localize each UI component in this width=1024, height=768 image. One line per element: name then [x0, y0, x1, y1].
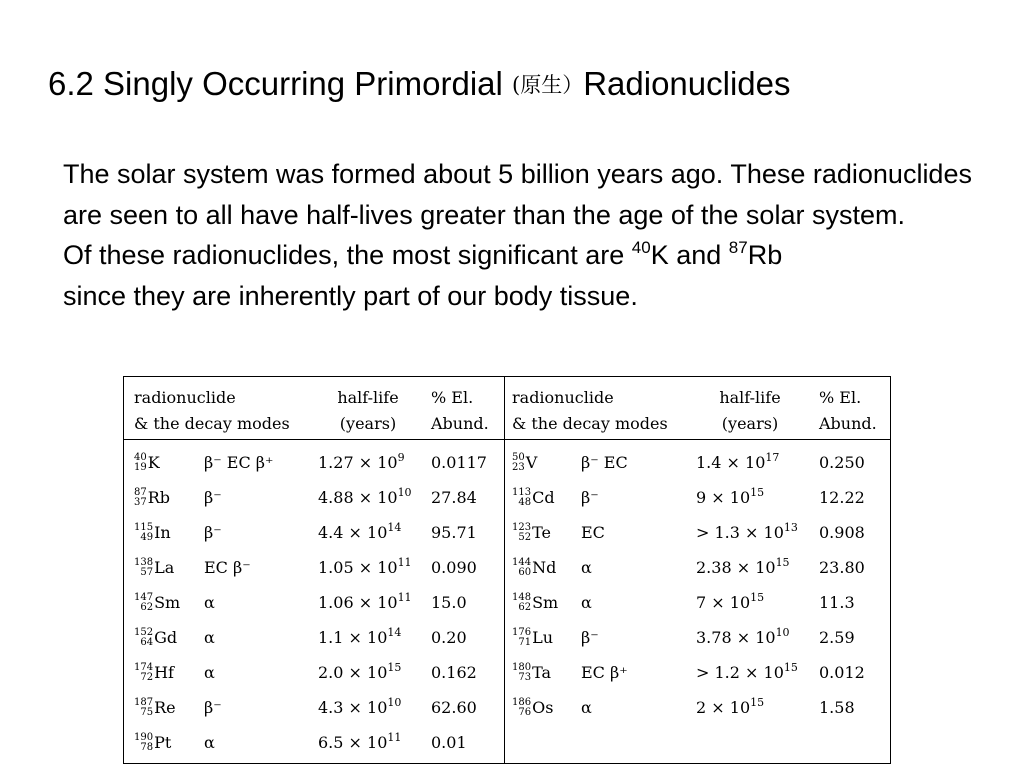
half-life-exponent: 13: [783, 521, 798, 534]
nuclide-numbers: [512, 628, 531, 648]
half-life-value: [696, 690, 764, 725]
times-ten: × 10: [731, 558, 776, 577]
header-abundance: % El. Abund.: [819, 388, 877, 433]
mass-number: 180: [512, 661, 532, 673]
nuclide-numbers: [512, 558, 531, 578]
table-row: [124, 585, 504, 620]
mass-number: 148: [512, 591, 532, 603]
nuclide-numbers: [512, 453, 525, 473]
atomic-number: 48: [518, 496, 532, 508]
nuclide-cell: [512, 445, 537, 480]
abundance-value: 0.012: [819, 663, 865, 682]
element-symbol: Sm: [532, 593, 559, 612]
table-row: [124, 480, 504, 515]
slide-title: [48, 62, 791, 107]
header-radionuclide: radionuclide & the decay modes: [512, 388, 668, 433]
half-life-value: [696, 585, 764, 620]
half-life-value: [318, 655, 401, 690]
abundance-value: 0.0117: [431, 453, 487, 472]
table-row: [505, 690, 890, 725]
nuclide-numbers: [134, 523, 153, 543]
half-life-mantissa: 1.1: [318, 628, 344, 647]
nuclide-cell: [134, 620, 177, 655]
mass-number: 190: [134, 731, 154, 743]
decay-mode: α: [204, 733, 215, 752]
k-symbol: K: [650, 240, 669, 270]
times-ten: × 10: [343, 663, 388, 682]
element-symbol: Re: [154, 698, 176, 717]
atomic-number: 75: [140, 706, 154, 718]
times-ten: × 10: [731, 628, 776, 647]
table-row: [124, 515, 504, 550]
half-life-exponent: 10: [387, 696, 402, 709]
times-ten: × 10: [353, 453, 398, 472]
atomic-number: 23: [512, 461, 525, 473]
abundance-value: 27.84: [431, 488, 477, 507]
nuclide-numbers: [134, 733, 153, 753]
times-ten: × 10: [343, 628, 388, 647]
decay-mode: α: [581, 593, 592, 612]
times-ten: × 10: [739, 663, 784, 682]
nuclide-cell: [134, 515, 171, 550]
nuclide-numbers: [134, 663, 153, 683]
times-ten: × 10: [343, 698, 388, 717]
nuclide-numbers: [134, 698, 153, 718]
half-life-value: [318, 725, 401, 760]
table-row: [124, 550, 504, 585]
element-symbol: Cd: [532, 488, 555, 507]
decay-mode: β⁻: [581, 488, 599, 507]
title-main: 6.2 Singly Occurring Primordial: [48, 65, 512, 102]
half-life-exponent: 14: [387, 521, 402, 534]
nuclide-numbers: [134, 453, 147, 473]
atomic-number: 49: [140, 531, 154, 543]
half-life-mantissa: 1.4: [696, 453, 722, 472]
half-life-exponent: 10: [775, 626, 790, 639]
element-symbol: Gd: [154, 628, 178, 647]
header-radionuclide: radionuclide & the decay modes: [134, 388, 290, 433]
abundance-value: 23.80: [819, 558, 865, 577]
rb-mass-number: 87: [728, 238, 748, 257]
element-symbol: Os: [532, 698, 554, 717]
atomic-number: 64: [140, 636, 154, 648]
atomic-number: 62: [518, 601, 532, 613]
half-life-mantissa: 4.3: [318, 698, 344, 717]
half-life-exponent: 15: [387, 661, 402, 674]
nuclide-cell: [134, 725, 171, 760]
times-ten: × 10: [706, 488, 751, 507]
rb-symbol: Rb: [747, 240, 783, 270]
half-life-exponent: 17: [765, 451, 780, 464]
paragraph-significant-start: Of these radionuclides, the most significant are: [63, 240, 632, 270]
half-life-prefix: >: [696, 523, 715, 542]
half-life-mantissa: 2.38: [696, 558, 732, 577]
abundance-value: 0.162: [431, 663, 477, 682]
mass-number: 87: [134, 486, 147, 498]
mass-number: 40: [134, 451, 147, 463]
element-symbol: La: [154, 558, 175, 577]
table-row: [505, 585, 890, 620]
mass-number: 50: [512, 451, 525, 463]
abundance-value: 95.71: [431, 523, 477, 542]
nuclide-cell: [512, 620, 553, 655]
paragraph-significant-end: since they are inherently part of our body tissue.: [63, 280, 638, 311]
nuclide-numbers: [134, 628, 153, 648]
decay-mode: α: [581, 558, 592, 577]
element-symbol: V: [525, 453, 538, 472]
times-ten: × 10: [706, 593, 751, 612]
nuclide-cell: [512, 480, 555, 515]
mass-number: 138: [134, 556, 154, 568]
decay-mode: α: [204, 593, 215, 612]
abundance-value: 2.59: [819, 628, 855, 647]
atomic-number: 52: [518, 531, 532, 543]
nuclide-cell: [512, 515, 551, 550]
half-life-value: [318, 620, 401, 655]
times-ten: × 10: [739, 523, 784, 542]
half-life-mantissa: 9: [696, 488, 707, 507]
body-text: [63, 154, 1013, 316]
abundance-value: 15.0: [431, 593, 467, 612]
half-life-value: [318, 690, 401, 725]
decay-mode: β⁻ EC: [581, 453, 628, 472]
times-ten: × 10: [706, 698, 751, 717]
atomic-number: 78: [140, 741, 154, 753]
half-life-mantissa: 3.78: [696, 628, 732, 647]
half-life-exponent: 15: [750, 696, 765, 709]
half-life-mantissa: 7: [696, 593, 707, 612]
decay-mode: α: [204, 628, 215, 647]
nuclide-numbers: [512, 523, 531, 543]
decay-mode: α: [204, 663, 215, 682]
half-life-exponent: 9: [397, 451, 405, 464]
half-life-mantissa: 6.5: [318, 733, 344, 752]
abundance-value: 11.3: [819, 593, 855, 612]
table-row: [505, 620, 890, 655]
nuclide-numbers: [512, 698, 531, 718]
element-symbol: Lu: [532, 628, 554, 647]
mass-number: 174: [134, 661, 154, 673]
decay-mode: EC β⁺: [581, 663, 628, 682]
decay-mode: α: [581, 698, 592, 717]
half-life-value: [696, 445, 779, 480]
mass-number: 186: [512, 696, 532, 708]
atomic-number: 76: [518, 706, 532, 718]
half-life-mantissa: 4.88: [318, 488, 354, 507]
half-life-mantissa: 1.3: [714, 523, 740, 542]
times-ten: × 10: [343, 733, 388, 752]
table-row: [505, 445, 890, 480]
half-life-exponent: 15: [783, 661, 798, 674]
table-row: [124, 655, 504, 690]
times-ten: × 10: [353, 488, 398, 507]
half-life-value: [318, 585, 412, 620]
atomic-number: 72: [140, 671, 154, 683]
half-life-mantissa: 1.27: [318, 453, 354, 472]
nuclide-cell: [134, 550, 174, 585]
half-life-mantissa: 1.06: [318, 593, 354, 612]
nuclide-cell: [134, 585, 180, 620]
half-life-value: [696, 655, 798, 690]
nuclide-cell: [512, 655, 551, 690]
title-tail: Radionuclides: [583, 65, 791, 102]
table-right-half: [505, 377, 890, 763]
half-life-exponent: 10: [397, 486, 412, 499]
header-abundance: % El. Abund.: [431, 388, 489, 433]
table-row: [505, 480, 890, 515]
half-life-mantissa: 1.05: [318, 558, 354, 577]
decay-mode: β⁻: [581, 628, 599, 647]
half-life-exponent: 14: [387, 626, 402, 639]
half-life-value: [696, 480, 764, 515]
times-ten: × 10: [343, 523, 388, 542]
decay-mode: β⁻: [204, 523, 222, 542]
table-row: [505, 550, 890, 585]
times-ten: × 10: [353, 558, 398, 577]
paragraph-solar-system: The solar system was formed about 5 billion years ago. These radionuclides are seen to all have half-lives greater than the age of the solar system.: [63, 159, 972, 230]
half-life-value: [318, 480, 412, 515]
nuclide-cell: [512, 550, 556, 585]
decay-mode: EC: [581, 523, 605, 542]
nuclide-cell: [134, 480, 170, 515]
half-life-prefix: >: [696, 663, 715, 682]
half-life-exponent: 11: [387, 731, 402, 744]
atomic-number: 73: [518, 671, 532, 683]
atomic-number: 71: [518, 636, 532, 648]
element-symbol: Sm: [154, 593, 181, 612]
nuclide-cell: [134, 690, 176, 725]
atomic-number: 19: [134, 461, 147, 473]
mass-number: 176: [512, 626, 532, 638]
half-life-value: [696, 620, 790, 655]
element-symbol: Ta: [532, 663, 552, 682]
table-row: [124, 690, 504, 725]
times-ten: × 10: [721, 453, 766, 472]
nuclide-numbers: [512, 663, 531, 683]
half-life-mantissa: 1.2: [714, 663, 740, 682]
nuclide-numbers: [134, 558, 153, 578]
table-left-half: [124, 377, 504, 763]
abundance-value: 0.20: [431, 628, 467, 647]
half-life-value: [318, 515, 401, 550]
nuclide-cell: [134, 655, 174, 690]
half-life-exponent: 15: [750, 486, 765, 499]
mass-number: 123: [512, 521, 532, 533]
mass-number: 147: [134, 591, 154, 603]
table-row: [124, 445, 504, 480]
element-symbol: Nd: [532, 558, 557, 577]
paragraph-significant: [63, 235, 1013, 316]
title-chinese-term: (原生）: [512, 73, 584, 97]
half-life-mantissa: 2: [696, 698, 707, 717]
abundance-value: 0.01: [431, 733, 467, 752]
nuclide-cell: [512, 690, 553, 725]
atomic-number: 37: [134, 496, 147, 508]
decay-mode: β⁻ EC β⁺: [204, 453, 274, 472]
table-row: [505, 655, 890, 690]
half-life-exponent: 15: [775, 556, 790, 569]
abundance-value: 0.908: [819, 523, 865, 542]
half-life-value: [318, 550, 412, 585]
header-half-life: half-life (years): [337, 388, 399, 433]
half-life-exponent: 15: [750, 591, 765, 604]
table-row: [124, 620, 504, 655]
half-life-value: [696, 550, 790, 585]
table-row: [505, 515, 890, 550]
decay-mode: β⁻: [204, 698, 222, 717]
nuclide-numbers: [134, 593, 153, 613]
k-mass-number: 40: [631, 238, 651, 257]
table-row: [124, 725, 504, 760]
element-symbol: Hf: [154, 663, 174, 682]
mass-number: 144: [512, 556, 532, 568]
header-half-life: half-life (years): [719, 388, 781, 433]
mass-number: 115: [134, 521, 154, 533]
element-symbol: In: [154, 523, 171, 542]
abundance-value: 0.090: [431, 558, 477, 577]
decay-mode: β⁻: [204, 488, 222, 507]
decay-mode: EC β⁻: [204, 558, 251, 577]
abundance-value: 0.250: [819, 453, 865, 472]
abundance-value: 1.58: [819, 698, 855, 717]
element-symbol: Te: [532, 523, 551, 542]
half-life-value: [696, 515, 798, 550]
and-text: and: [668, 240, 729, 270]
half-life-mantissa: 2.0: [318, 663, 344, 682]
atomic-number: 57: [140, 566, 154, 578]
radionuclide-table: [123, 376, 891, 764]
times-ten: × 10: [353, 593, 398, 612]
nuclide-cell: [512, 585, 558, 620]
atomic-number: 60: [518, 566, 532, 578]
abundance-value: 12.22: [819, 488, 865, 507]
element-symbol: K: [147, 453, 160, 472]
mass-number: 113: [512, 486, 532, 498]
atomic-number: 62: [140, 601, 154, 613]
mass-number: 152: [134, 626, 154, 638]
nuclide-numbers: [134, 488, 147, 508]
abundance-value: 62.60: [431, 698, 477, 717]
nuclide-cell: [134, 445, 160, 480]
half-life-value: [318, 445, 405, 480]
mass-number: 187: [134, 696, 154, 708]
element-symbol: Rb: [147, 488, 171, 507]
half-life-mantissa: 4.4: [318, 523, 344, 542]
element-symbol: Pt: [154, 733, 172, 752]
nuclide-numbers: [512, 488, 531, 508]
half-life-exponent: 11: [397, 591, 412, 604]
half-life-exponent: 11: [397, 556, 412, 569]
nuclide-numbers: [512, 593, 531, 613]
